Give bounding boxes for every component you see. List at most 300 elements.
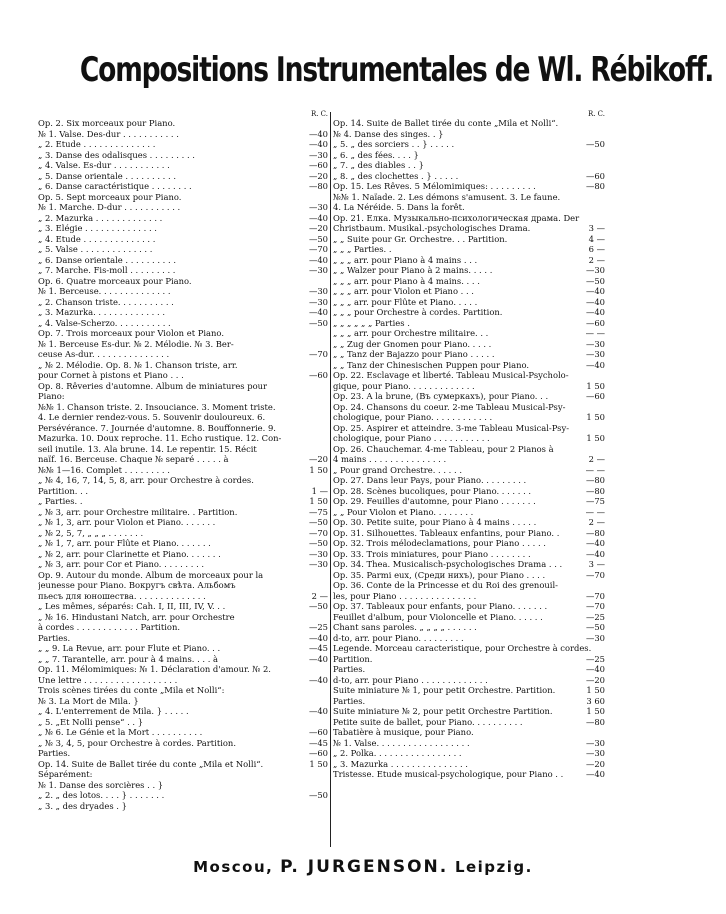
column-divider — [330, 112, 331, 847]
entry-price: —60 — [308, 727, 328, 737]
entry-text: № 3. La Mort de Mila. } — [38, 695, 139, 706]
entry-price: —20 — [308, 454, 328, 464]
catalog-entry-line — [333, 601, 605, 612]
catalog-entry-line — [333, 160, 605, 171]
catalog-entry-line — [38, 171, 328, 182]
catalog-entry-line — [38, 402, 328, 413]
entry-text: № 1. Valse. Des-dur . . . . . . . . . . . — [38, 128, 179, 139]
catalog-entry-line — [38, 549, 328, 560]
entry-text: „ „ Tanz der Chinesischen Puppen pour Piano. — [333, 359, 530, 370]
entry-price: —80 — [585, 716, 605, 727]
entry-price: —30 — [308, 149, 328, 160]
entry-price: 3 60 — [586, 695, 605, 706]
catalog-entry-line — [333, 202, 605, 213]
entry-text: №№ 1—16. Complet . . . . . . . . . — [38, 464, 170, 475]
entry-text: Op. 32. Trois mélodeclamations, pour Piano . . . . . — [333, 538, 546, 548]
catalog-entry-line — [38, 675, 328, 686]
catalog-entry-line — [333, 549, 605, 560]
catalog-entry-line — [333, 738, 605, 749]
catalog-entry-line — [38, 727, 328, 738]
catalog-entry-line — [333, 297, 605, 308]
entry-text: Parties. — [333, 664, 366, 674]
catalog-entry-line — [38, 234, 328, 245]
entry-text: „ № 1, 3, arr. pour Violon et Piano. . . . . . . — [38, 517, 216, 527]
entry-text: „ „ Suite pour Gr. Orchestre. . . Partition. — [333, 233, 508, 244]
footer-city-leipzig: Leipzig. — [454, 858, 533, 876]
entry-price: —25 — [585, 653, 605, 664]
catalog-entry-line — [38, 801, 328, 812]
catalog-entry-line — [38, 654, 328, 665]
entry-price: —20 — [585, 674, 605, 685]
catalog-entry-line — [333, 654, 605, 665]
catalog-entry-line — [38, 328, 328, 339]
price-column-header-right: R. C. — [587, 110, 605, 118]
catalog-entry-line — [333, 433, 605, 444]
entry-text: „ 5. Danse orientale . . . . . . . . . . — [38, 170, 176, 181]
catalog-entry-line — [38, 486, 328, 497]
entry-text: Op. 7. Trois morceaux pour Violon et Piano. — [38, 328, 224, 338]
entry-price: 4 — — [588, 233, 605, 244]
entry-text: „ 2. Etude . . . . . . . . . . . . . . — [38, 139, 156, 149]
entry-text: „ „ „ arr. pour Orchestre militaire. . . — [333, 328, 489, 338]
catalog-entry-line — [333, 486, 605, 497]
catalog-entry-line — [38, 664, 328, 675]
entry-text: Op. 5. Sept morceaux pour Piano. — [38, 191, 182, 202]
catalog-entry-line — [333, 129, 605, 140]
entry-text: „ „ „ arr. pour Piano à 4 mains . . . — [333, 254, 478, 265]
entry-text: à cordes . . . . . . . . . . . . Partition. — [38, 622, 181, 632]
catalog-entry-line — [333, 559, 605, 570]
entry-text: „ № 1, 7, arr. pour Flûte et Piano. . . . . . . — [38, 538, 211, 548]
catalog-entry-line — [38, 759, 328, 770]
entry-text: „ „ „ „ „ „ Parties . — [333, 317, 410, 328]
entry-price: —40 — [585, 538, 605, 548]
entry-price: —40 — [585, 296, 605, 307]
entry-price: —40 — [308, 128, 328, 139]
catalog-entry-line — [38, 559, 328, 570]
catalog-entry-line — [333, 570, 605, 581]
entry-price: —70 — [308, 244, 328, 254]
entry-text: Mazurka. 10. Doux reproche. 11. Echo rustique. 12. Con- — [38, 433, 282, 443]
entry-text: Legende. Morceau caracteristique, pour Orchestre à cordes. — [333, 643, 592, 653]
catalog-entry-line — [333, 328, 605, 339]
catalog-entry-line — [38, 150, 328, 161]
catalog-entry-line — [38, 738, 328, 749]
entry-text: „ 5. „Et Nolli pense“ . . } — [38, 716, 144, 727]
entry-text: Partition. — [333, 653, 373, 664]
entry-price: — — — [585, 506, 605, 517]
entry-text: „ 5. „ des sorciers . . } . . . . . — [333, 139, 455, 149]
left-lines-container — [38, 118, 328, 811]
catalog-entry-line — [333, 171, 605, 182]
catalog-entry-line — [333, 622, 605, 633]
catalog-right-column — [333, 110, 605, 780]
catalog-entry-line — [38, 433, 328, 444]
entry-price: —20 — [308, 223, 328, 233]
catalog-entry-line — [38, 633, 328, 644]
entry-text: d-to, arr. pour Piano. . . . . . . . . — [333, 632, 464, 643]
entry-text: „ 4. Valse. Es-dur . . . . . . . . . . . — [38, 160, 170, 170]
entry-text: Op. 11. Mélomimiques: № 1. Déclaration d'amour. № 2. — [38, 664, 271, 674]
entry-price: —30 — [585, 748, 605, 758]
catalog-entry-line — [333, 580, 605, 591]
catalog-entry-line — [38, 643, 328, 654]
entry-price: 1 50 — [309, 758, 328, 769]
entry-text: „ 7. Marche. Fis-moll . . . . . . . . . — [38, 265, 176, 275]
entry-price: —50 — [308, 538, 328, 548]
entry-price: —60 — [308, 370, 328, 380]
entry-text: „ „ Tanz der Bajazzo pour Piano . . . . . — [333, 349, 495, 359]
catalog-entry-line — [333, 234, 605, 245]
entry-text: Christbaum. Musikal.-psychologisches Drama. — [333, 223, 531, 233]
entry-text: „ 6. Danse orientale . . . . . . . . . . — [38, 254, 176, 265]
publisher-footer — [0, 857, 726, 877]
catalog-entry-line — [38, 444, 328, 455]
entry-text: „ „ Pour Violon et Piano. . . . . . . . — [333, 506, 474, 517]
entry-text: jeunesse pour Piano. Вокругъ свѣта. Альбомъ — [38, 580, 236, 590]
catalog-entry-line — [333, 286, 605, 297]
entry-price: —40 — [308, 212, 328, 223]
entry-text: „ 3. Elégie . . . . . . . . . . . . . . — [38, 223, 157, 233]
entry-price: 2 — — [588, 517, 605, 527]
entry-text: Op. 14. Suite de Ballet tirée du conte „Mila et Nolli“. — [38, 758, 264, 769]
entry-text: Une lettre . . . . . . . . . . . . . . . . . . — [38, 674, 178, 685]
catalog-entry-line — [38, 769, 328, 780]
entry-price: —30 — [585, 737, 605, 748]
entry-text: „ № 3, 4, 5, pour Orchestre à cordes. Partition. — [38, 737, 236, 748]
entry-price: 1 50 — [586, 685, 605, 695]
catalog-entry-line — [38, 580, 328, 591]
entry-text: „ Les mêmes, séparés: Cah. I, II, III, IV, V. . . — [38, 601, 226, 611]
entry-text: № 1. Berceuse Es-dur. № 2. Mélodie. № 3. Ber- — [38, 338, 234, 349]
entry-text: 4. La Néréide. 5. Dans la forêt. — [333, 202, 465, 212]
entry-text: „ „ 9. La Revue, arr. pour Flute et Piano. . . — [38, 643, 221, 653]
catalog-entry-line — [38, 286, 328, 297]
entry-text: „ № 2. Mélodie. Op. 8. № 1. Chanson triste, arr. — [38, 359, 238, 370]
entry-price: 1 50 — [586, 706, 605, 716]
entry-text: „ „ „ arr. pour Piano à 4 mains. . . . — [333, 275, 480, 286]
catalog-entry-line — [333, 706, 605, 717]
entry-text: „ № 3, arr. pour Orchestre militaire. . Partition. — [38, 506, 238, 517]
page-title: Compositions Instrumentales de Wl. Rébikoff. — [79, 50, 714, 90]
entry-text: Tabatière à musique, pour Piano. — [333, 727, 474, 737]
catalog-entry-line — [333, 339, 605, 350]
entry-price: —80 — [585, 475, 605, 485]
entry-price: —30 — [308, 265, 328, 275]
entry-price: —45 — [308, 643, 328, 653]
entry-text: „ 4. Etude . . . . . . . . . . . . . . — [38, 233, 156, 244]
price-column-header: R. C. — [310, 110, 328, 118]
entry-price: —30 — [308, 296, 328, 307]
catalog-entry-line — [38, 118, 328, 129]
catalog-entry-line — [333, 244, 605, 255]
entry-price: 1 50 — [309, 464, 328, 475]
entry-text: „ 7. „ des diables . . } — [333, 160, 424, 170]
entry-text: Trois scènes tirées du conte „Mila et Nolli“: — [38, 685, 225, 695]
entry-price: 1 — — [311, 485, 328, 496]
entry-price: 1 50 — [586, 412, 605, 422]
catalog-entry-line — [333, 612, 605, 623]
catalog-entry-line — [333, 444, 605, 455]
catalog-entry-line — [333, 475, 605, 486]
entry-text: „ 4. L'enterrement de Mila. } . . . . . — [38, 706, 189, 716]
catalog-entry-line — [333, 759, 605, 770]
catalog-entry-line — [333, 412, 605, 423]
entry-price: 2 — — [311, 590, 328, 601]
entry-text: Op. 9. Autour du monde. Album de morceaux pour la — [38, 569, 264, 580]
catalog-entry-line — [38, 612, 328, 623]
catalog-entry-line — [38, 696, 328, 707]
entry-price: 3 — — [588, 223, 605, 233]
entry-price: 2 — — [588, 254, 605, 265]
entry-text: „ Parties. . — [38, 496, 83, 506]
entry-text: „ 3. Mazurka . . . . . . . . . . . . . . . — [333, 758, 468, 769]
entry-text: Op. 37. Tableaux pour enfants, pour Piano. . . . . . . — [333, 601, 548, 611]
entry-text: Op. 21. Елка. Музыкально-психологическая драма. Der — [333, 212, 580, 223]
entry-text: „ „ „ pour Orchestre à cordes. Partition. — [333, 307, 503, 317]
entry-text: №№ 1. Chanson triste. 2. Insouciance. 3. Moment triste. — [38, 401, 276, 412]
entry-text: naïf. 16. Berceuse. Chaque № separé . . . . . à — [38, 454, 229, 464]
entry-price: 3 — — [588, 559, 605, 569]
entry-text: „ „ Zug der Gnomen pour Piano. . . . . — [333, 338, 492, 349]
catalog-entry-line — [38, 139, 328, 150]
catalog-entry-line — [38, 496, 328, 507]
catalog-entry-line — [38, 790, 328, 801]
entry-text: Op. 25. Aspirer et atteindre. 3-me Tableau Musical-Psy- — [333, 422, 570, 433]
catalog-entry-line — [38, 213, 328, 224]
entry-text: „ 3. Danse des odalisques . . . . . . . . . — [38, 149, 195, 160]
catalog-entry-line — [333, 727, 605, 738]
catalog-entry-line — [38, 181, 328, 192]
entry-text: „ 8. „ des clochettes . } . . . . . — [333, 170, 459, 181]
entry-text: Op. 36. Conte de la Princesse et du Roi des grenouil- — [333, 580, 558, 590]
entry-text: Chant sans paroles. „ „ „ „ . . . . . . — [333, 622, 477, 632]
entry-price: —60 — [308, 160, 328, 170]
catalog-entry-line — [333, 454, 605, 465]
entry-price: —75 — [585, 496, 605, 506]
entry-text: „ № 6. Le Génie et la Mort . . . . . . . . . . — [38, 727, 203, 737]
entry-text: Op. 34. Thea. Musicalisch-psychologisches Drama . . . — [333, 559, 563, 569]
catalog-entry-line — [38, 160, 328, 171]
entry-text: Petite suite de ballet, pour Piano. . . . . . . . . . — [333, 716, 523, 727]
entry-text: Op. 6. Quatre morceaux pour Piano. — [38, 275, 192, 286]
entry-price: —70 — [585, 601, 605, 611]
entry-text: „ 2. „ des lotos. . . . } . . . . . . . — [38, 790, 165, 800]
catalog-entry-line — [333, 265, 605, 276]
catalog-entry-line — [38, 339, 328, 350]
entry-price: 6 — — [588, 244, 605, 254]
entry-price: —60 — [585, 170, 605, 181]
entry-text: d-to, arr. pour Piano . . . . . . . . . . . . . — [333, 674, 488, 685]
entry-text: Piano: — [38, 391, 65, 401]
entry-text: № 1. Valse. . . . . . . . . . . . . . . . . . — [333, 737, 470, 748]
catalog-entry-line — [333, 696, 605, 707]
catalog-entry-line — [38, 244, 328, 255]
entry-price: —40 — [308, 139, 328, 149]
catalog-entry-line — [38, 706, 328, 717]
catalog-entry-line — [333, 633, 605, 644]
catalog-entry-line — [38, 370, 328, 381]
entry-price: —25 — [585, 611, 605, 622]
footer-publisher: P. JURGENSON. — [280, 857, 449, 877]
entry-price: —20 — [308, 170, 328, 181]
catalog-entry-line — [38, 255, 328, 266]
entry-price: —60 — [308, 748, 328, 758]
catalog-entry-line — [38, 622, 328, 633]
entry-text: „ 3. Mazurka. . . . . . . . . . . . . . — [38, 307, 165, 317]
entry-text: 4. Le dernier rendez-vous. 5. Souvenir douloureux. 6. — [38, 412, 266, 422]
catalog-entry-line — [38, 192, 328, 203]
catalog-entry-line — [38, 360, 328, 371]
entry-text: „ „ Walzer pour Piano à 2 mains. . . . . — [333, 265, 493, 275]
entry-price: 1 50 — [586, 433, 605, 443]
entry-price: —30 — [308, 202, 328, 212]
entry-price: —40 — [585, 664, 605, 674]
entry-price: —25 — [308, 622, 328, 632]
entry-price: —60 — [585, 391, 605, 401]
catalog-entry-line — [38, 465, 328, 476]
entry-text: Op. 33. Trois miniatures, pour Piano . . . . . . . . — [333, 548, 531, 559]
footer-city-moscow: Moscou, — [193, 858, 274, 876]
entry-price: —30 — [585, 632, 605, 643]
entry-text: пьесъ для юношества. . . . . . . . . . . . . . — [38, 590, 206, 601]
entry-price: 1 50 — [586, 380, 605, 391]
entry-text: Feuillet d'album, pour Violoncelle et Piano. . . . . . — [333, 611, 543, 622]
right-lines-container — [333, 118, 605, 780]
entry-price: —80 — [308, 181, 328, 191]
entry-text: „ 2. Polka. . . . . . . . . . . . . . . . . — [333, 748, 462, 758]
catalog-entry-line — [38, 454, 328, 465]
entry-text: Op. 29. Feuilles d'automne, pour Piano . . . . . . . — [333, 496, 536, 506]
entry-price: —40 — [585, 307, 605, 317]
entry-text: Op. 22. Esclavage et liberté. Tableau Musical-Psycholo- — [333, 370, 569, 380]
catalog-entry-line — [38, 538, 328, 549]
catalog-entry-line — [333, 591, 605, 602]
catalog-entry-line — [333, 465, 605, 476]
entry-text: „ № 16. Hindustani Natch, arr. pour Orchestre — [38, 611, 235, 622]
catalog-entry-line — [38, 423, 328, 434]
catalog-entry-line — [38, 223, 328, 234]
catalog-entry-line — [333, 276, 605, 287]
catalog-entry-line — [38, 517, 328, 528]
catalog-entry-line — [38, 129, 328, 140]
entry-price: —40 — [308, 674, 328, 685]
catalog-entry-line — [38, 717, 328, 728]
catalog-entry-line — [333, 255, 605, 266]
catalog-entry-line — [333, 769, 605, 780]
entry-text: chologique, pour Piano . . . . . . . . . . . — [333, 433, 490, 443]
catalog-entry-line — [333, 192, 605, 203]
entry-text: Op. 31. Silhouettes. Tableaux enfantins, pour Piano. . — [333, 527, 560, 538]
entry-text: Partition. . . — [38, 485, 89, 496]
entry-text: Séparément: — [38, 769, 93, 779]
entry-price: —40 — [308, 706, 328, 716]
catalog-entry-line — [333, 381, 605, 392]
entry-price: —20 — [585, 758, 605, 769]
entry-text: gique, pour Piano. . . . . . . . . . . . . — [333, 380, 475, 391]
entry-price: —30 — [308, 559, 328, 569]
catalog-entry-line — [333, 223, 605, 234]
catalog-entry-line — [333, 391, 605, 402]
entry-text: „ № 3, arr. pour Cor et Piano. . . . . . . . . — [38, 559, 205, 569]
catalog-entry-line — [38, 591, 328, 602]
entry-price: —75 — [308, 506, 328, 517]
catalog-entry-line — [38, 349, 328, 360]
catalog-entry-line — [333, 370, 605, 381]
entry-text: Parties. — [38, 632, 71, 643]
entry-text: №№ 1. Naïade. 2. Les démons s'amusent. 3. Le faune. — [333, 191, 561, 202]
entry-price: —60 — [585, 317, 605, 328]
entry-price: —30 — [585, 338, 605, 349]
entry-text: Op. 2. Six morceaux pour Piano. — [38, 118, 176, 128]
catalog-entry-line — [333, 360, 605, 371]
entry-text: № 1. Berceuse. . . . . . . . . . . . . . — [38, 286, 171, 296]
catalog-entry-line — [38, 265, 328, 276]
catalog-entry-line — [333, 349, 605, 360]
catalog-entry-line — [333, 139, 605, 150]
entry-text: chologique, pour Piano. . . . . . . . . . . . — [333, 412, 493, 422]
entry-price: —80 — [585, 527, 605, 538]
catalog-entry-line — [38, 780, 328, 791]
catalog-entry-line — [333, 664, 605, 675]
entry-text: 4 mains . . . . . . . . . . . . . . . — [333, 454, 447, 464]
entry-text: Op. 23. A la brune, (Въ сумеркахъ), pour Piano. . . — [333, 391, 549, 401]
entry-price: — — — [585, 328, 605, 338]
catalog-entry-line — [333, 318, 605, 329]
entry-text: Parties. — [333, 695, 366, 706]
entry-price: —40 — [585, 769, 605, 779]
entry-price: —40 — [585, 286, 605, 296]
catalog-entry-line — [38, 297, 328, 308]
entry-price: —70 — [585, 569, 605, 580]
entry-text: „ „ 7. Tarantelle, arr. pour à 4 mains. . . . à — [38, 653, 219, 664]
catalog-entry-line — [333, 528, 605, 539]
entry-text: № 1. Marche. D-dur . . . . . . . . . . . — [38, 202, 181, 212]
entry-text: Op. 8. Rêveries d'automne. Album de miniatures pour — [38, 380, 268, 391]
entry-price: —40 — [585, 359, 605, 370]
catalog-entry-line — [333, 118, 605, 129]
entry-text: „ 2. Chanson triste. . . . . . . . . . . — [38, 296, 174, 307]
entry-text: Op. 28. Scènes bucoliques, pour Piano. . . . . . . — [333, 485, 532, 496]
catalog-entry-line — [38, 307, 328, 318]
catalog-entry-line — [333, 181, 605, 192]
catalog-entry-line — [333, 538, 605, 549]
catalog-entry-line — [333, 496, 605, 507]
catalog-entry-line — [38, 391, 328, 402]
catalog-entry-line — [333, 685, 605, 696]
entry-text: „ 4. Valse-Scherzo. . . . . . . . . . . — [38, 317, 171, 328]
entry-price: —50 — [308, 790, 328, 800]
catalog-entry-line — [38, 412, 328, 423]
catalog-entry-line — [38, 276, 328, 287]
entry-text: № 4. Danse des singes. . } — [333, 128, 444, 139]
entry-text: Op. 30. Petite suite, pour Piano à 4 mains . . . . . — [333, 517, 537, 527]
entry-price: —50 — [308, 601, 328, 611]
entry-price: —40 — [308, 632, 328, 643]
catalog-entry-line — [333, 307, 605, 318]
entry-text: Parties. — [38, 748, 71, 758]
entry-price: —50 — [585, 622, 605, 632]
catalog-entry-line — [38, 202, 328, 213]
entry-price: 1 50 — [309, 496, 328, 506]
catalog-entry-line — [333, 507, 605, 518]
catalog-entry-line — [38, 475, 328, 486]
catalog-entry-line — [333, 423, 605, 434]
entry-price: —40 — [308, 307, 328, 317]
catalog-entry-line — [38, 318, 328, 329]
catalog-entry-line — [333, 213, 605, 224]
catalog-entry-line — [333, 643, 605, 654]
